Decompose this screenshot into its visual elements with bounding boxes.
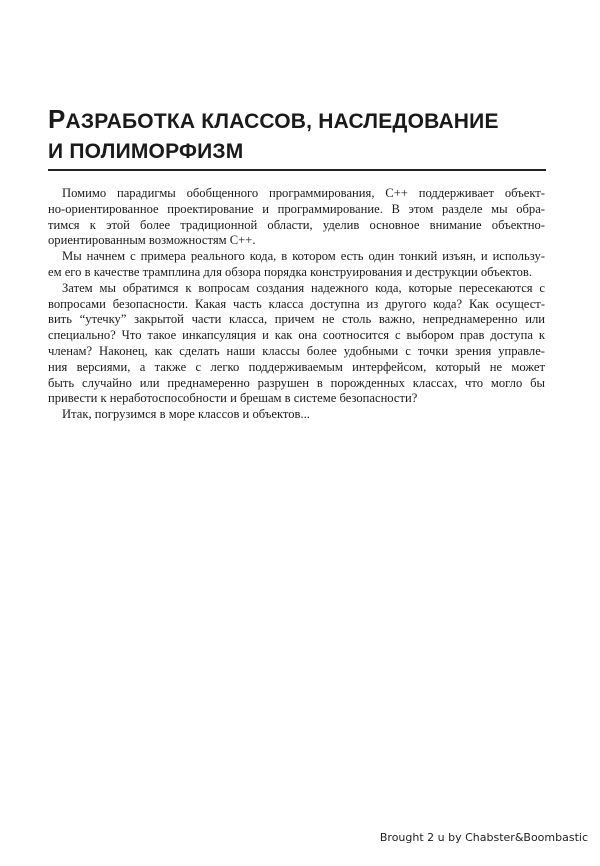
text-line: быть случайно или преднамеренно разрушен в порожденных классах, что могло бы xyxy=(48,375,545,390)
paragraph xyxy=(48,249,545,281)
paragraph xyxy=(48,407,545,423)
paragraph xyxy=(48,186,545,249)
body-text xyxy=(48,186,545,423)
text-line: Итак, погрузимся в море классов и объектов... xyxy=(62,407,310,422)
text-line: ем его в качестве трамплина для обзора порядка конструирования и деструкции объектов. xyxy=(48,264,533,279)
text-line: ориентированным возможностям C++. xyxy=(48,233,256,248)
text-line: тимся к этой более традиционной области, уделив основное внимание объектно- xyxy=(48,217,545,232)
text-line: специально? Что такое инкапсуляция и как она соотносится с выбором прав доступа к xyxy=(48,328,545,343)
title-rule xyxy=(48,169,546,171)
title-initial: Р xyxy=(48,104,66,134)
title-line-1: АЗРАБОТКА КЛАССОВ, НАСЛЕДОВАНИЕ xyxy=(65,110,499,133)
text-line: Мы начнем с примера реального кода, в котором есть один тонкий изъян, и использу- xyxy=(62,249,545,264)
text-line: привести к неработоспособности и брешам в системе безопасности? xyxy=(48,391,418,406)
text-line: вить “утечку” закрытой части класса, причем не столь важно, непреднамеренно или xyxy=(48,312,545,327)
chapter-title xyxy=(48,104,548,167)
text-line: Помимо парадигмы обобщенного программирования, C++ поддерживает объект- xyxy=(62,186,545,200)
text-line: ния версиями, а также с легко поддерживаемым интерфейсом, который не может xyxy=(48,359,545,374)
text-line: членам? Наконец, как сделать наши классы более удобными с точки зрения управле- xyxy=(48,343,545,358)
text-line: Затем мы обратимся к вопросам создания надежного кода, которые пересекаются с xyxy=(62,280,545,295)
text-line: но-ориентированное проектирование и программирование. В этом разделе мы обра- xyxy=(48,201,545,216)
footer-credit: Brought 2 u by Chabster&Boombastic xyxy=(379,831,588,844)
paragraph xyxy=(48,281,545,407)
title-line-2: И ПОЛИМОРФИЗМ xyxy=(48,140,244,163)
text-line: вопросами безопасности. Какая часть класса доступна из другого кода? Как осущест- xyxy=(48,296,545,311)
